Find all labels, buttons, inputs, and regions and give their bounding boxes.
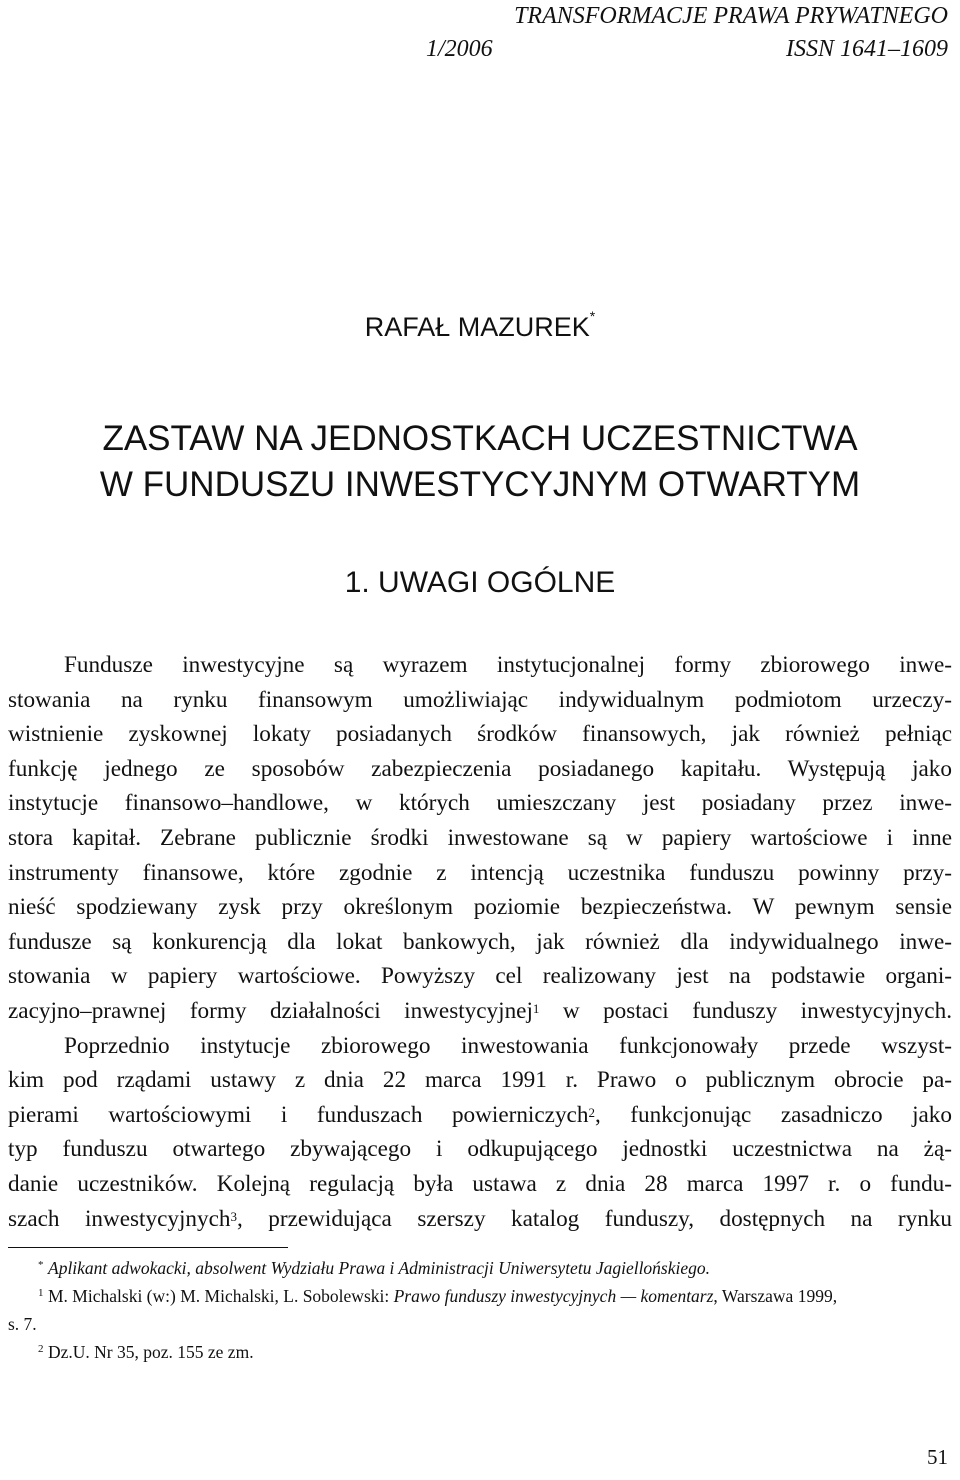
- body-line: stowania w papiery wartościowe. Powyższy cel realizowany jest na podstawie organi-: [8, 963, 952, 990]
- footnote-cited-title: Prawo funduszy inwestycyjnych — komentarz: [393, 1286, 714, 1306]
- footnote-text-part: M. Michalski (w:) M. Michalski, L. Sobolewski:: [48, 1286, 394, 1306]
- body-line-with-footnote: [8, 994, 952, 1029]
- footnote-1: [8, 1282, 952, 1310]
- footnote-mark: 1: [38, 1287, 44, 1299]
- footnote-ref-3: 3: [230, 1208, 237, 1224]
- footnote-mark: *: [38, 1259, 44, 1271]
- body-line: typ funduszu otwartego zbywającego i odkupującego jednostki uczestnictwa na żą-: [8, 1136, 952, 1163]
- body-line: stora kapitał. Zebrane publicznie środki inwestowane są w papiery wartościowe i inne: [8, 824, 952, 851]
- body-line-part: zacyjno–prawnej formy działalności inwestycyjnej: [8, 997, 533, 1024]
- author-footnote-mark: *: [589, 308, 596, 324]
- body-line-with-footnote: [8, 1098, 952, 1133]
- body-line: fundusze są konkurencją dla lokat bankowych, jak również dla indywidualnego inwe-: [8, 928, 952, 955]
- body-line-part: szach inwestycyjnych: [8, 1205, 231, 1232]
- section-heading: 1. UWAGI OGÓLNE: [344, 566, 616, 599]
- body-line: nieść spodziewany zysk przy określonym poziomie bezpieczeństwa. W pewnym sensie: [8, 894, 952, 921]
- body-line: kim pod rządami ustawy z dnia 22 marca 1991 r. Prawo o publicznym obrocie pa-: [8, 1067, 952, 1094]
- body-line-part: pierami wartościowymi i funduszach powierniczych: [8, 1101, 589, 1128]
- footnote-author: [8, 1254, 952, 1282]
- footnote-separator: [8, 1247, 288, 1248]
- body-line: stowania na rynku finansowym umożliwiając indywidualnym podmiotom urzeczy-: [8, 686, 952, 713]
- journal-issue: 1/2006: [426, 36, 493, 62]
- page-number: 51: [927, 1445, 948, 1469]
- body-line-with-footnote: [8, 1202, 952, 1237]
- footnote-text: Aplikant adwokacki, absolwent Wydziału Prawa i Administracji Uniwersytetu Jagiellońskiego.: [48, 1258, 711, 1278]
- footnote-ref-1: 1: [532, 1000, 540, 1016]
- body-line: instytucje finansowo–handlowe, w których umieszczany jest posiadany przez inwe-: [8, 790, 952, 817]
- footnotes: [8, 1254, 952, 1366]
- journal-issue-line: [426, 33, 948, 66]
- body-line-part: w postaci funduszy inwestycyjnych.: [539, 997, 952, 1024]
- body-line: funkcję jednego ze sposobów zabezpieczenia posiadanego kapitału. Występują jako: [8, 755, 952, 782]
- article-title-line-1: ZASTAW NA JEDNOSTKACH UCZESTNICTWA: [102, 419, 858, 458]
- footnote-1-continuation: s. 7.: [8, 1314, 37, 1334]
- body-line: instrumenty finansowe, które zgodnie z intencją uczestnika funduszu powinny przy-: [8, 859, 952, 886]
- journal-title: TRANSFORMACJE PRAWA PRYWATNEGO: [514, 3, 948, 29]
- footnote-ref-2: 2: [588, 1104, 595, 1120]
- journal-issn: ISSN 1641–1609: [786, 36, 948, 62]
- footnote-text: Dz.U. Nr 35, poz. 155 ze zm.: [48, 1342, 254, 1362]
- body-line-part: , przewidująca szerszy katalog funduszy, dostępnych na rynku: [237, 1205, 953, 1232]
- footnote-mark: 2: [38, 1343, 44, 1355]
- footnote-text-part: , Warszawa 1999,: [713, 1286, 838, 1306]
- article-title-line-2: W FUNDUSZU INWESTYCYJNYM OTWARTYM: [99, 465, 861, 504]
- body-line: danie uczestników. Kolejną regulacją była ustawa z dnia 28 marca 1997 r. o fundu-: [8, 1170, 952, 1197]
- body-line: Poprzednio instytucje zbiorowego inwestowania funkcjonowały przede wszyst-: [64, 1032, 952, 1059]
- body-line: wistnienie zyskownej lokaty posiadanych środków finansowych, jak również pełniąc: [8, 721, 952, 748]
- body-text: [8, 648, 952, 1236]
- author-line: [0, 308, 960, 343]
- footnote-text: [34, 1286, 837, 1306]
- author-name: RAFAŁ MAZUREK: [364, 312, 590, 342]
- footnote-2: [8, 1338, 952, 1366]
- body-line: Fundusze inwestycyjne są wyrazem instytucjonalnej formy zbiorowego inwe-: [64, 652, 952, 678]
- body-line-part: , funkcjonując zasadniczo jako: [594, 1101, 952, 1128]
- journal-header: [426, 0, 948, 66]
- article-title: [0, 416, 960, 508]
